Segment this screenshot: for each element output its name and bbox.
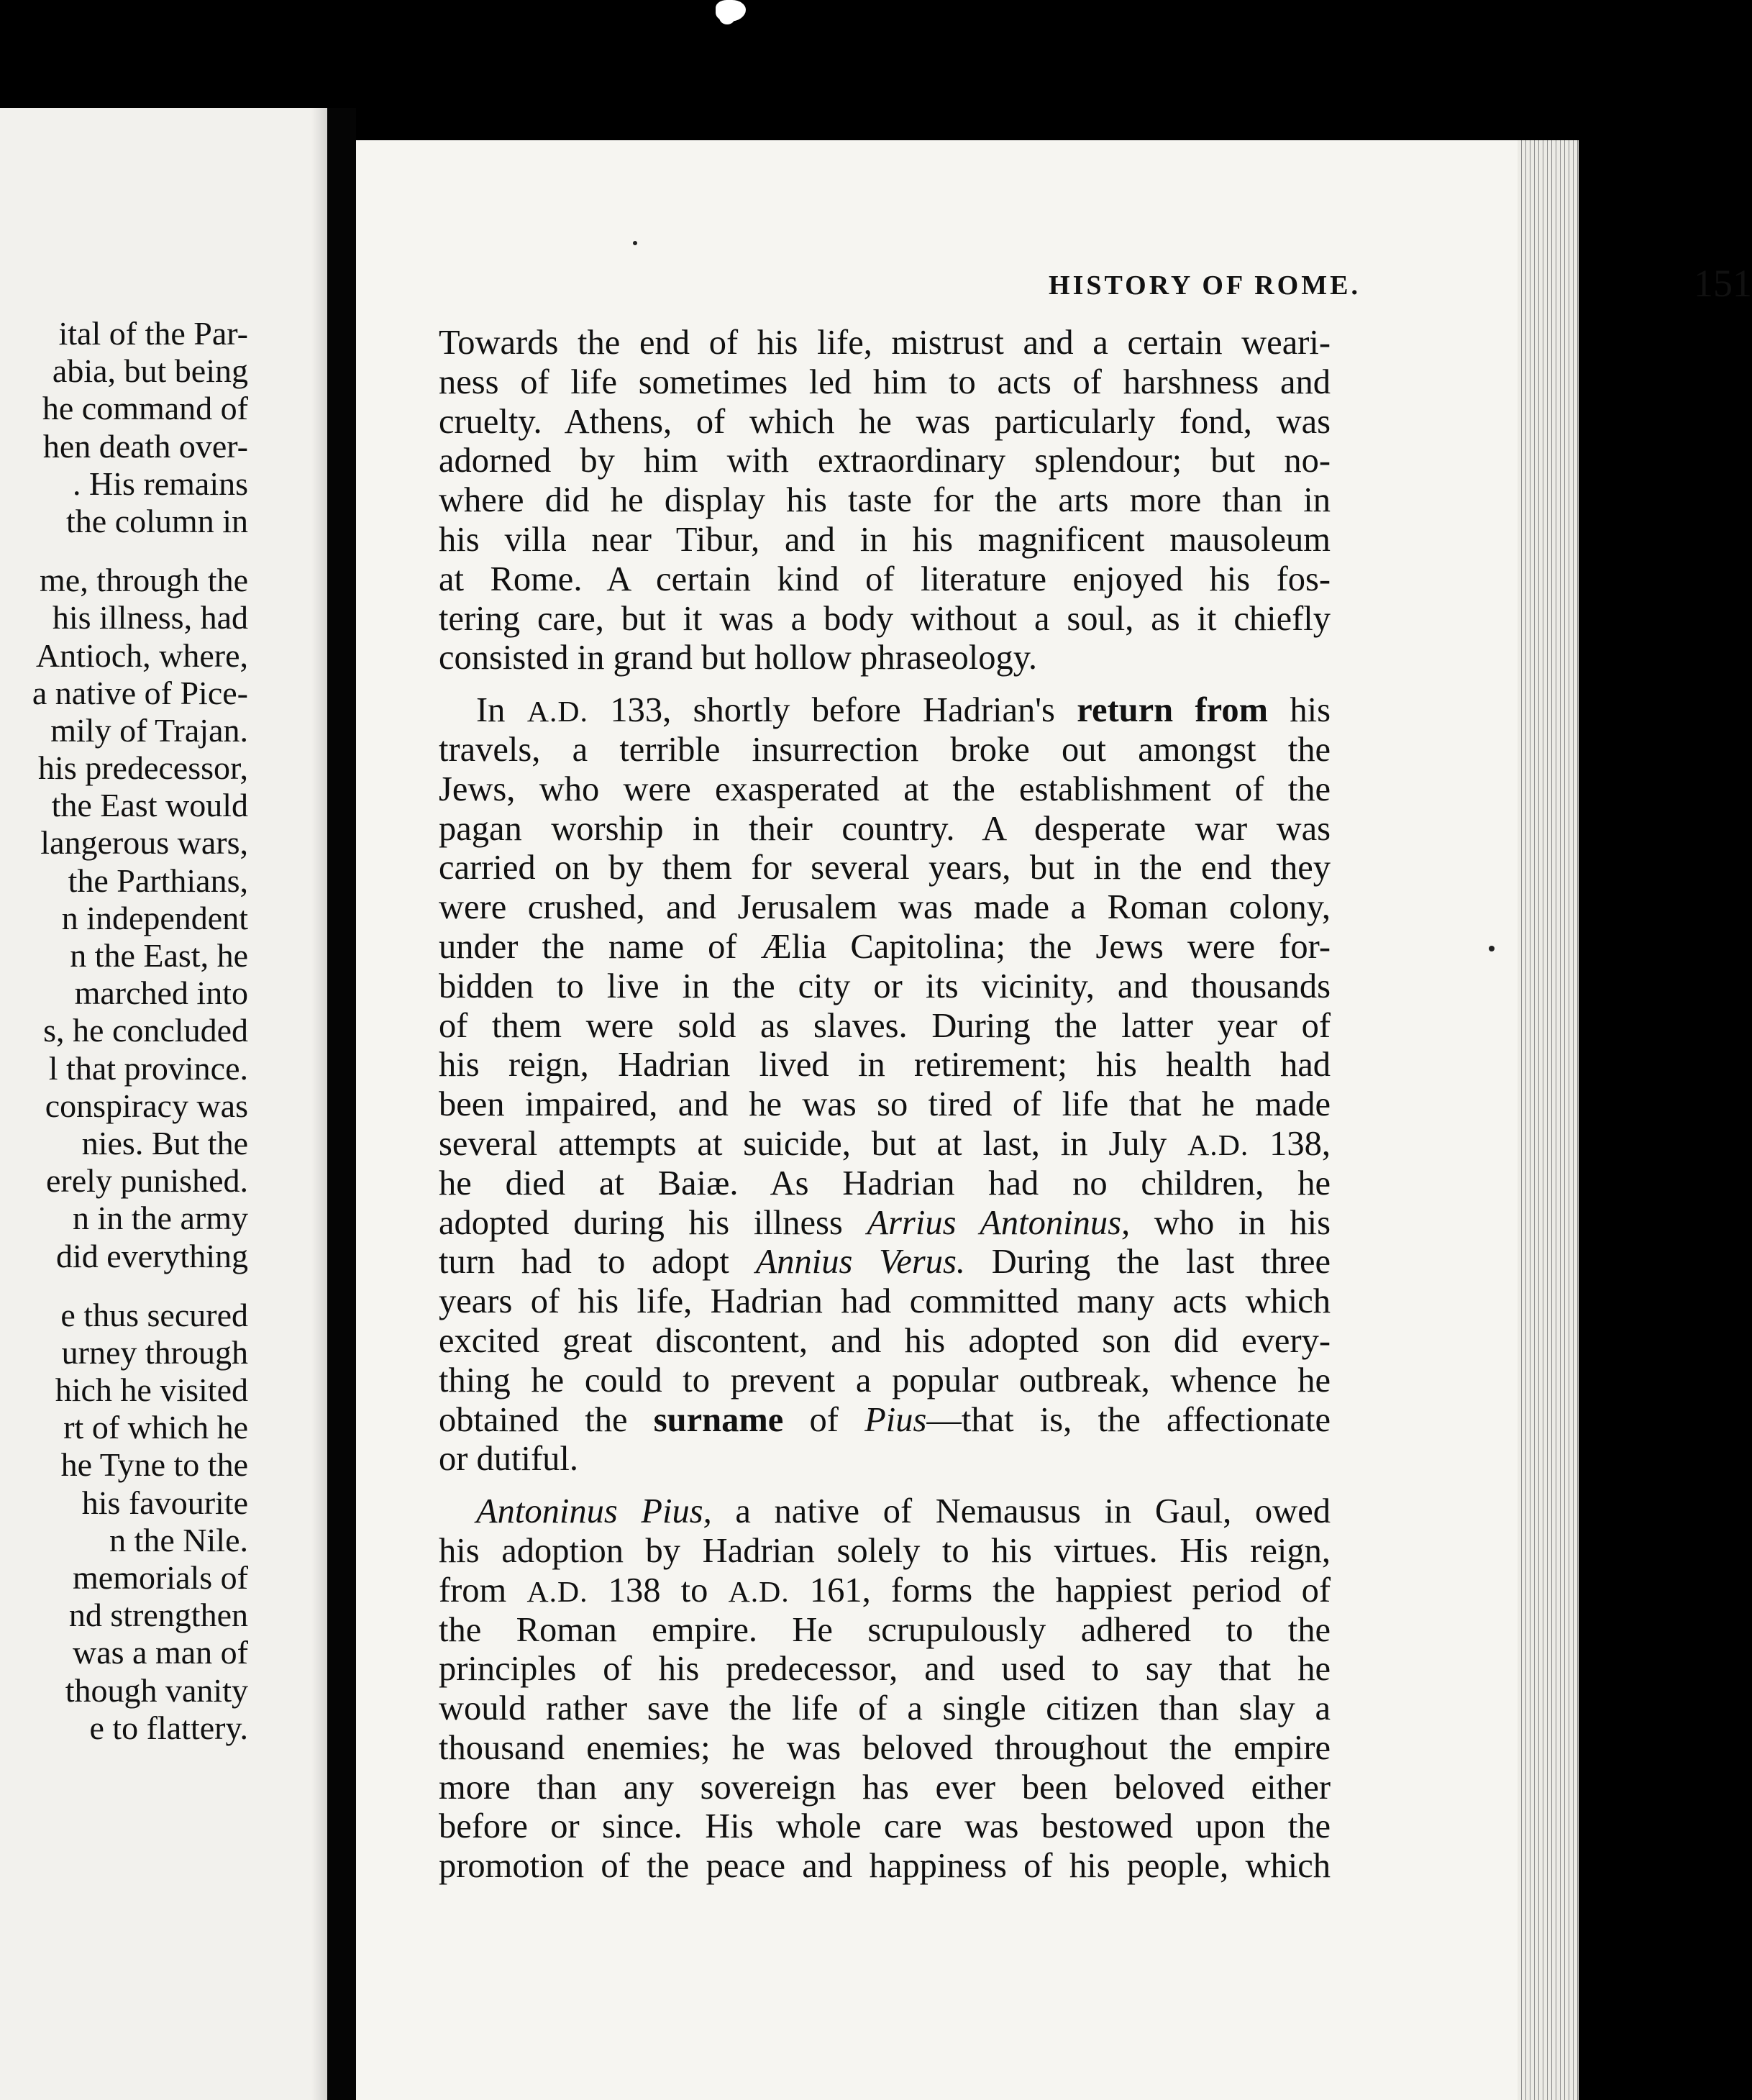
text-line: the Parthians, [68, 862, 248, 899]
bold-text: surname [653, 1400, 784, 1439]
text-line: though vanity [65, 1671, 248, 1709]
text-run: 133, shortly before Hadrian's [588, 691, 1077, 730]
paragraph-3 [439, 1492, 1331, 1886]
text-line: years of his life, Hadrian had committed many acts which [439, 1282, 1331, 1321]
text-line: was a man of [73, 1634, 248, 1671]
text-line: conspiracy was [45, 1087, 248, 1124]
text-line: would rather save the life of a single citizen than slay a [439, 1689, 1331, 1728]
page-number: 151 [1694, 262, 1752, 305]
line-group [439, 1282, 1331, 1400]
text-line: bidden to live in the city or its vicinity, and thousands [439, 967, 1331, 1005]
text-run: During the last three [965, 1243, 1331, 1282]
text-line: more than any sovereign has ever been beloved either [439, 1768, 1331, 1807]
paragraph-1 [439, 324, 1331, 678]
text-line: ness of life sometimes led him to acts of harshness and [439, 362, 1331, 401]
text-line: been impaired, and he was so tired of life that he made [439, 1085, 1331, 1124]
text-line: erely punished. [45, 1162, 248, 1200]
text-line: before or since. His whole care was bestowed upon the [439, 1807, 1331, 1846]
text-line: hich he visited [55, 1371, 248, 1409]
text-line: e to flattery. [89, 1709, 248, 1746]
italic-name: Arrius Antoninus, [867, 1203, 1131, 1242]
ink-speck [633, 241, 637, 245]
text-line: he Tyne to the [60, 1446, 248, 1484]
running-head [744, 262, 1752, 313]
running-head-title: HISTORY OF ROME. [1049, 270, 1361, 301]
text-line: of them were sold as slaves. During the latter year of [439, 1006, 1331, 1045]
text-line: . His remains [72, 465, 248, 502]
text-line: carried on by them for several years, but in the end they [439, 849, 1331, 887]
text-line: his illness, had [52, 599, 248, 636]
paragraph-gap [0, 540, 248, 562]
text-line: n in the army [73, 1200, 248, 1237]
text-line: where did he display his taste for the arts more than in [439, 481, 1331, 520]
text-run: 161, forms the happiest period of [789, 1571, 1331, 1610]
text-run: 138, [1249, 1124, 1331, 1163]
text-run: his [1267, 691, 1331, 730]
left-page [0, 108, 327, 2100]
text-line: langerous wars, [40, 824, 248, 862]
text-run: who in his [1130, 1203, 1331, 1242]
text-line: s, he concluded [43, 1012, 248, 1049]
era-abbreviation: A.D. [526, 695, 588, 729]
italic-name: Antoninus Pius, [476, 1492, 712, 1531]
era-abbreviation: A.D. [526, 1575, 588, 1609]
text-run: of [783, 1400, 865, 1439]
text-line: memorials of [73, 1559, 248, 1596]
text-line: tering care, but it was a body without a soul, as it chiefly [439, 599, 1331, 638]
text-line: his adoption by Hadrian solely to his virtues. His reign, [439, 1531, 1331, 1570]
text-line: consisted in grand but hollow phraseology. [439, 639, 1038, 677]
text-line [439, 1243, 1331, 1282]
text-line: ital of the Par- [58, 315, 248, 352]
scan-blotch [719, 10, 735, 24]
text-line: under the name of Ælia Capitolina; the Jews were for- [439, 927, 1331, 966]
right-page [356, 140, 1752, 2100]
text-line [439, 1204, 1331, 1243]
text-line: travels, a terrible insurrection broke out amongst the [439, 730, 1331, 769]
text-line: abia, but being [52, 352, 248, 390]
era-abbreviation: A.D. [1187, 1128, 1249, 1162]
text-line: or dutiful. [439, 1440, 578, 1479]
text-line: his favourite [81, 1484, 248, 1521]
text-line: Antioch, where, [35, 636, 248, 674]
text-line [439, 1492, 1331, 1532]
text-run: from [439, 1571, 527, 1610]
text-line: the Roman empire. He scrupulously adhered to the [439, 1610, 1331, 1649]
text-line: nies. But the [81, 1124, 248, 1161]
text-line: marched into [74, 974, 248, 1012]
left-page-text [0, 315, 248, 1747]
text-line [439, 1125, 1331, 1164]
text-line: cruelty. Athens, of which he was particularly fond, was [439, 402, 1331, 441]
text-line: adorned by him with extraordinary splendour; but no- [439, 442, 1331, 480]
paragraph-gap [439, 678, 1331, 691]
text-line: his predecessor, [38, 749, 248, 787]
text-line: the East would [51, 787, 248, 824]
text-line: pagan worship in their country. A desperate war was [439, 809, 1331, 848]
text-line: Jews, who were exasperated at the establishment of the [439, 770, 1331, 808]
text-run: a native of Nemausus in Gaul, owed [711, 1492, 1331, 1531]
text-line: hen death over- [42, 427, 248, 465]
text-line: mily of Trajan. [50, 711, 248, 749]
text-run: several attempts at suicide, but at last, in July [439, 1124, 1188, 1163]
text-line: principles of his predecessor, and used to say that he [439, 1650, 1331, 1689]
text-line [439, 1401, 1331, 1441]
text-line: were crushed, and Jerusalem was made a Roman colony, [439, 888, 1331, 927]
text-line: he died at Baiæ. As Hadrian had no children, he [439, 1164, 1331, 1202]
text-run: adopted during his illness [439, 1203, 867, 1242]
text-line: thing he could to prevent a popular outbreak, whence he [439, 1361, 1331, 1400]
text-run: In [476, 691, 527, 730]
text-line: urney through [61, 1333, 248, 1371]
text-line: n independent [61, 899, 248, 936]
page-edges [1518, 140, 1579, 2100]
text-line: Towards the end of his life, mistrust and a certain weari- [439, 324, 1331, 362]
text-run: turn had to adopt [439, 1243, 756, 1282]
text-line: n the Nile. [109, 1521, 248, 1558]
text-line: the column in [66, 502, 248, 539]
bold-text: return from [1077, 691, 1268, 730]
paragraph-gap [0, 1275, 248, 1297]
text-line: l that province. [48, 1049, 248, 1087]
text-line: promotion of the peace and happiness of his people, which [439, 1847, 1331, 1886]
text-line [439, 691, 1331, 731]
text-line: at Rome. A certain kind of literature enjoyed his fos- [439, 560, 1331, 598]
line-group [439, 1611, 1331, 1887]
paragraph-gap [439, 1479, 1331, 1492]
text-line: e thus secured [60, 1296, 248, 1333]
body-text [439, 324, 1331, 1886]
text-line: his reign, Hadrian lived in retirement; his health had [439, 1046, 1331, 1085]
text-line: excited great discontent, and his adopted son did every- [439, 1321, 1331, 1360]
text-line: a native of Pice- [32, 674, 248, 711]
text-line: nd strengthen [68, 1597, 248, 1634]
text-line: did everything [56, 1237, 248, 1274]
line-group [439, 731, 1331, 1125]
text-line: he command of [42, 390, 248, 427]
italic-name: Pius [864, 1400, 927, 1439]
text-run: obtained the [439, 1400, 654, 1439]
text-line: his villa near Tibur, and in his magnificent mausoleum [439, 520, 1331, 559]
text-line: n the East, he [70, 937, 248, 974]
italic-name: Annius Verus. [755, 1243, 966, 1282]
paragraph-2 [439, 691, 1331, 1479]
text-line: thousand enemies; he was beloved throughout the empire [439, 1728, 1331, 1767]
book-gutter [327, 108, 356, 2100]
page-shadow [311, 108, 327, 2100]
ink-speck [1489, 946, 1495, 951]
text-line: rt of which he [63, 1409, 248, 1446]
text-line [439, 1571, 1331, 1611]
text-run: —that is, the affectionate [926, 1400, 1331, 1439]
text-line: me, through the [40, 562, 248, 599]
text-run: 138 to [588, 1571, 729, 1610]
era-abbreviation: A.D. [728, 1575, 790, 1609]
